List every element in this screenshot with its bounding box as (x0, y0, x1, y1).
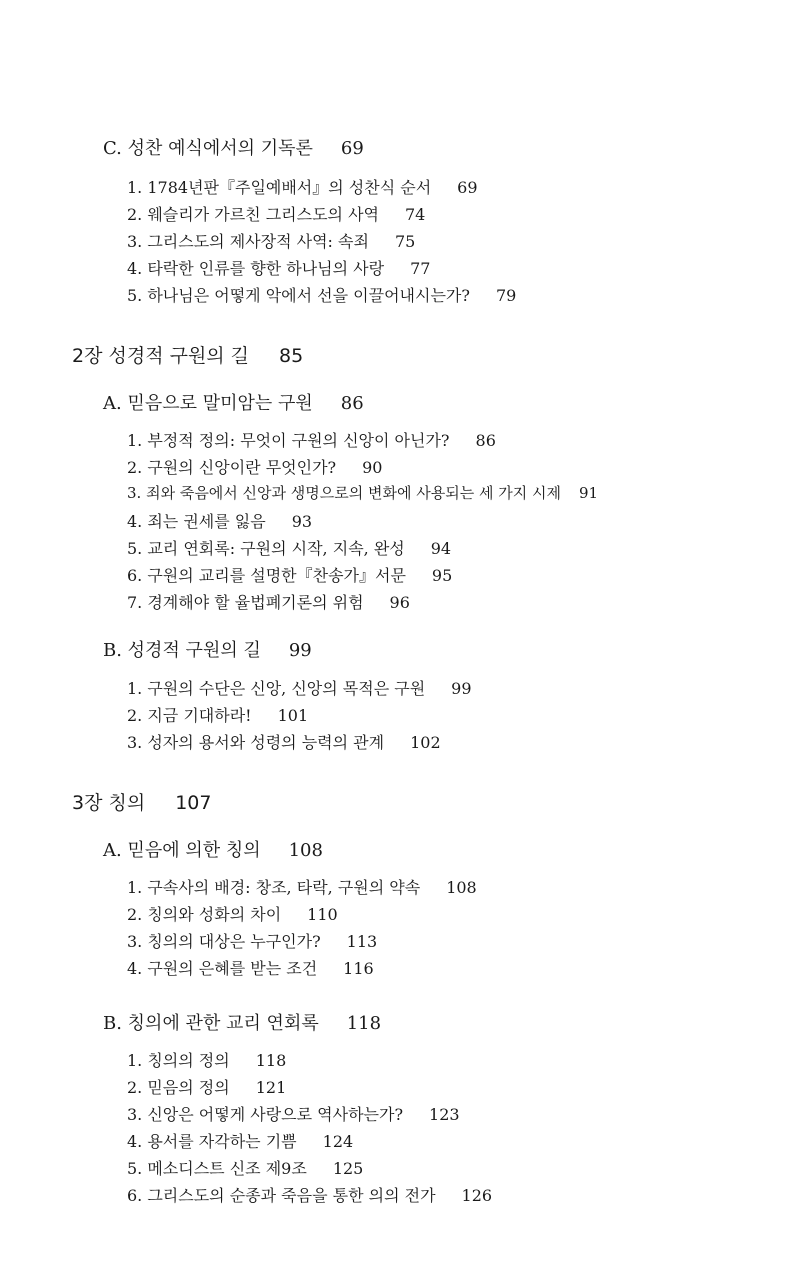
toc-section (103, 636, 312, 662)
toc-label: C. 성찬 예식에서의 기독론 (103, 138, 313, 159)
toc-label: 1. 칭의의 정의 (127, 1051, 230, 1070)
toc-item (127, 1129, 353, 1152)
toc-page-number: 99 (288, 640, 312, 661)
toc-item (127, 676, 472, 699)
toc-page-number: 108 (288, 840, 323, 861)
toc-page-number: 108 (446, 878, 477, 897)
toc-label: 2. 칭의와 성화의 차이 (127, 905, 282, 924)
toc-page-number: 124 (322, 1132, 354, 1151)
toc-page-number: 95 (431, 566, 453, 585)
toc-page-number: 74 (405, 205, 426, 224)
toc-item (127, 1102, 460, 1125)
toc-page-number: 77 (410, 259, 431, 278)
toc-page-number: 107 (175, 792, 212, 814)
toc-item (127, 455, 382, 478)
toc-page-number: 85 (279, 345, 304, 367)
toc-section (103, 836, 323, 862)
toc-item (127, 536, 451, 559)
toc-page-number: 94 (430, 539, 452, 558)
toc-label: 2장 성경적 구원의 길 (72, 345, 250, 367)
toc-item (127, 1075, 286, 1098)
toc-label: 2. 구원의 신앙이란 무엇인가? (127, 458, 337, 477)
toc-item (127, 283, 516, 306)
toc-item (127, 1048, 286, 1071)
toc-item (127, 875, 477, 898)
toc-item (127, 509, 312, 532)
toc-label: A. 믿음에 의한 칭의 (103, 840, 261, 861)
toc-page-number: 101 (277, 706, 309, 725)
toc-label: 4. 죄는 권세를 잃음 (127, 512, 266, 531)
toc-label: 2. 지금 기대하라! (127, 706, 252, 725)
toc-item (127, 175, 478, 198)
toc-page-number: 110 (307, 905, 338, 924)
toc-item (127, 902, 338, 925)
toc-section (103, 134, 364, 160)
toc-label: 4. 용서를 자각하는 기쁨 (127, 1132, 297, 1151)
toc-page-number: 91 (578, 484, 599, 502)
toc-item (127, 1183, 492, 1206)
toc-page-number: 99 (451, 679, 472, 698)
toc-section (103, 1009, 381, 1035)
toc-label: 3. 칭의의 대상은 누구인가? (127, 932, 321, 951)
toc-item (127, 1156, 363, 1179)
toc-label: 3. 그리스도의 제사장적 사역: 속죄 (127, 232, 369, 251)
toc-page-number: 86 (475, 431, 496, 450)
toc-page-number: 75 (394, 232, 416, 251)
toc-label: 3. 죄와 죽음에서 신앙과 생명으로의 변화에 사용되는 세 가지 시제 (127, 484, 561, 502)
toc-section (103, 389, 364, 415)
toc-label: 1. 1784년판『주일예배서』의 성찬식 순서 (127, 178, 432, 197)
toc-label: 2. 웨슬리가 가르친 그리스도의 사역 (127, 205, 379, 224)
toc-chapter (72, 788, 211, 815)
toc-label: 5. 메소디스트 신조 제9조 (127, 1159, 307, 1178)
toc-label: 5. 하나님은 어떻게 악에서 선을 이끌어내시는가? (127, 286, 470, 305)
toc-item (127, 482, 598, 503)
toc-label: 6. 구원의 교리를 설명한『찬송가』서문 (127, 566, 406, 585)
toc-chapter (72, 341, 303, 368)
toc-item (127, 229, 415, 252)
toc-label: 7. 경계해야 할 율법폐기론의 위험 (127, 593, 364, 612)
toc-item (127, 563, 452, 586)
toc-page-number: 79 (495, 286, 517, 305)
toc-item (127, 929, 377, 952)
toc-label: B. 성경적 구원의 길 (103, 640, 261, 661)
toc-label: A. 믿음으로 말미암는 구원 (103, 393, 313, 414)
toc-label: 4. 타락한 인류를 향한 하나님의 사랑 (127, 259, 385, 278)
toc-item (127, 703, 308, 726)
toc-page-number: 102 (410, 733, 441, 752)
toc-label: 6. 그리스도의 순종과 죽음을 통한 의의 전가 (127, 1186, 436, 1205)
toc-page-number: 69 (340, 138, 364, 159)
toc-item (127, 730, 441, 753)
toc-page-number: 93 (291, 512, 313, 531)
toc-label: 4. 구원의 은혜를 받는 조건 (127, 959, 318, 978)
toc-page-number: 113 (346, 932, 378, 951)
toc-label: 1. 부정적 정의: 무엇이 구원의 신앙이 아닌가? (127, 431, 450, 450)
toc-label: 1. 구원의 수단은 신앙, 신앙의 목적은 구원 (127, 679, 426, 698)
toc-page-number: 123 (429, 1105, 460, 1124)
toc-label: 5. 교리 연회록: 구원의 시작, 지속, 완성 (127, 539, 405, 558)
toc-page-number: 118 (255, 1051, 287, 1070)
toc-label: 3. 신앙은 어떻게 사랑으로 역사하는가? (127, 1105, 404, 1124)
toc-page-number: 96 (389, 593, 410, 612)
toc-label: B. 칭의에 관한 교리 연회록 (103, 1013, 319, 1034)
toc-item (127, 256, 430, 279)
toc-item (127, 956, 374, 979)
toc-label: 3장 칭의 (72, 792, 146, 814)
toc-page-number: 116 (343, 959, 374, 978)
toc-item (127, 202, 425, 225)
toc-item (127, 590, 410, 613)
toc-page-number: 125 (332, 1159, 364, 1178)
toc-page-number: 90 (362, 458, 383, 477)
toc-label: 2. 믿음의 정의 (127, 1078, 230, 1097)
toc-page-number: 86 (340, 393, 364, 414)
toc-page-number: 69 (457, 178, 478, 197)
toc-label: 1. 구속사의 배경: 창조, 타락, 구원의 약속 (127, 878, 421, 897)
toc-page-number: 118 (346, 1013, 382, 1034)
toc-page-number: 121 (255, 1078, 287, 1097)
toc-page-number: 126 (461, 1186, 493, 1205)
toc-label: 3. 성자의 용서와 성령의 능력의 관계 (127, 733, 385, 752)
toc-item (127, 428, 496, 451)
